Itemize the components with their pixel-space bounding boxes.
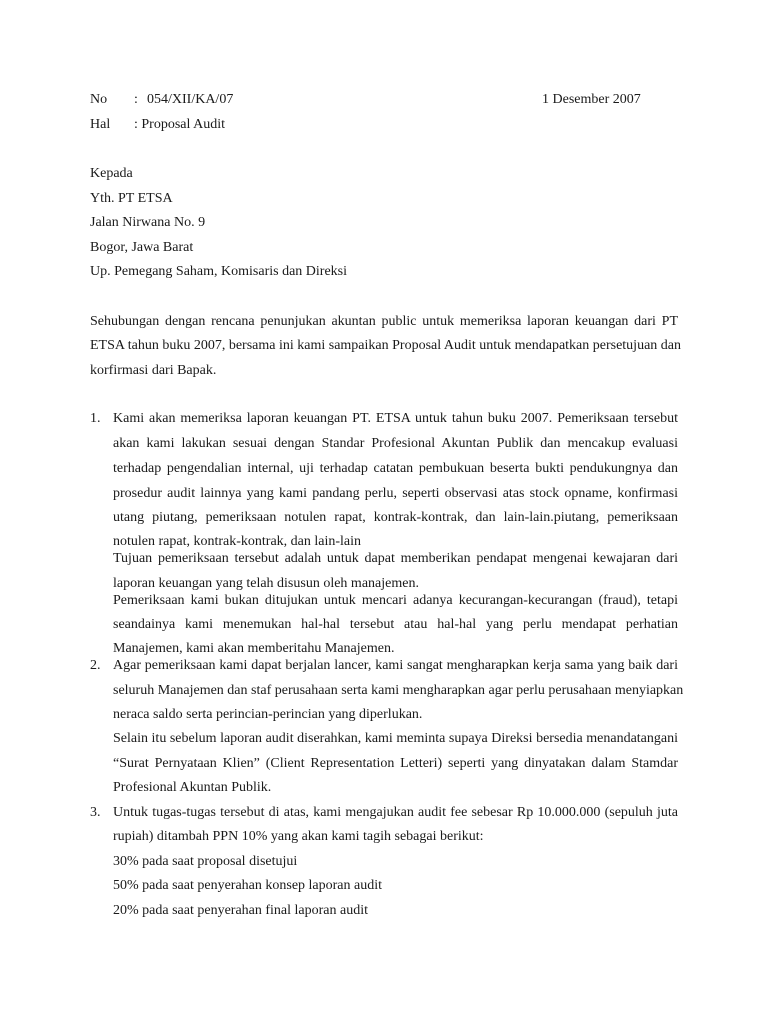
item-line: neraca saldo serta perincian-perincian yang diperlukan. — [113, 707, 423, 722]
item-line: seluruh Manajemen dan staf perusahaan serta kami mengharapkan agar perlu perusahaan menyiapkan — [113, 683, 684, 698]
item-number: 2. — [90, 658, 101, 673]
intro-line: korfirmasi dari Bapak. — [90, 363, 217, 378]
item-line: Untuk tugas-tugas tersebut di atas, kami mengajukan audit fee sebesar Rp 10.000.000 (sepuluh juta — [113, 805, 678, 820]
item-line: 20% pada saat penyerahan final laporan audit — [113, 903, 369, 918]
item-line: laporan keuangan yang telah disusun oleh manajemen. — [113, 576, 419, 591]
intro-line: Sehubungan dengan rencana penunjukan akuntan public untuk memeriksa laporan keuangan dari PT — [90, 314, 678, 329]
letter-date: 1 Desember 2007 — [542, 92, 641, 107]
item-line: 30% pada saat proposal disetujui — [113, 854, 298, 869]
recipient-attention: Up. Pemegang Saham, Komisaris dan Direksi — [90, 264, 348, 279]
item-line: Agar pemeriksaan kami dapat berjalan lancer, kami sangat mengharapkan kerja sama yang baik dari — [113, 658, 678, 673]
item-line: akan kami lakukan sesuai dengan Standar Profesional Akuntan Publik dan mencakup evaluasi — [113, 436, 678, 451]
item-line: Manajemen, kami akan memberitahu Manajemen. — [113, 641, 395, 656]
letter-subject: : Proposal Audit — [134, 117, 226, 132]
item-line: utang piutang, pemeriksaan notulen rapat, kontrak-kontrak, dan lain-lain.piutang, pemeriksaan — [113, 510, 678, 525]
item-line: Kami akan memeriksa laporan keuangan PT. ETSA untuk tahun buku 2007. Pemeriksaan tersebut — [113, 411, 678, 426]
item-number: 1. — [90, 411, 101, 426]
item-line: Selain itu sebelum laporan audit diserahkan, kami meminta supaya Direksi bersedia menandatangani — [113, 731, 678, 746]
item-number: 3. — [90, 805, 101, 820]
item-line: terhadap pengendalian internal, uji terhadap catatan pembukuan beserta bukti pendukungnya dan — [113, 461, 678, 476]
recipient-city: Bogor, Jawa Barat — [90, 240, 194, 255]
item-line: rupiah) ditambah PPN 10% yang akan kami tagih sebagai berikut: — [113, 829, 484, 844]
item-line: prosedur audit lainnya yang kami pandang perlu, seperti observasi atas stock opname, konfirmasi — [113, 486, 678, 501]
item-line: Tujuan pemeriksaan tersebut adalah untuk dapat memberikan pendapat mengenai kewajaran dari — [113, 551, 678, 566]
item-line: notulen rapat, kontrak-kontrak, dan lain-lain — [113, 534, 362, 549]
no-colon: : — [134, 92, 138, 107]
item-line: Profesional Akuntan Publik. — [113, 780, 272, 795]
recipient-name: Yth. PT ETSA — [90, 191, 173, 206]
letter-number: 054/XII/KA/07 — [147, 92, 234, 107]
item-line: “Surat Pernyataan Klien” (Client Representation Letteri) seperti yang dinyatakan dalam Stamdar — [113, 756, 678, 771]
item-line: Pemeriksaan kami bukan ditujukan untuk mencari adanya kecurangan-kecurangan (fraud), tetapi — [113, 593, 678, 608]
item-line: seandainya kami menemukan hal-hal tersebut atau hal-hal yang perlu mendapat perhatian — [113, 617, 678, 632]
no-label: No — [90, 92, 108, 107]
item-line: 50% pada saat penyerahan konsep laporan audit — [113, 878, 383, 893]
recipient-to-label: Kepada — [90, 166, 133, 181]
intro-line: ETSA tahun buku 2007, bersama ini kami sampaikan Proposal Audit untuk mendapatkan persetujuan dan — [90, 338, 682, 353]
recipient-street: Jalan Nirwana No. 9 — [90, 215, 206, 230]
hal-label: Hal — [90, 117, 111, 132]
